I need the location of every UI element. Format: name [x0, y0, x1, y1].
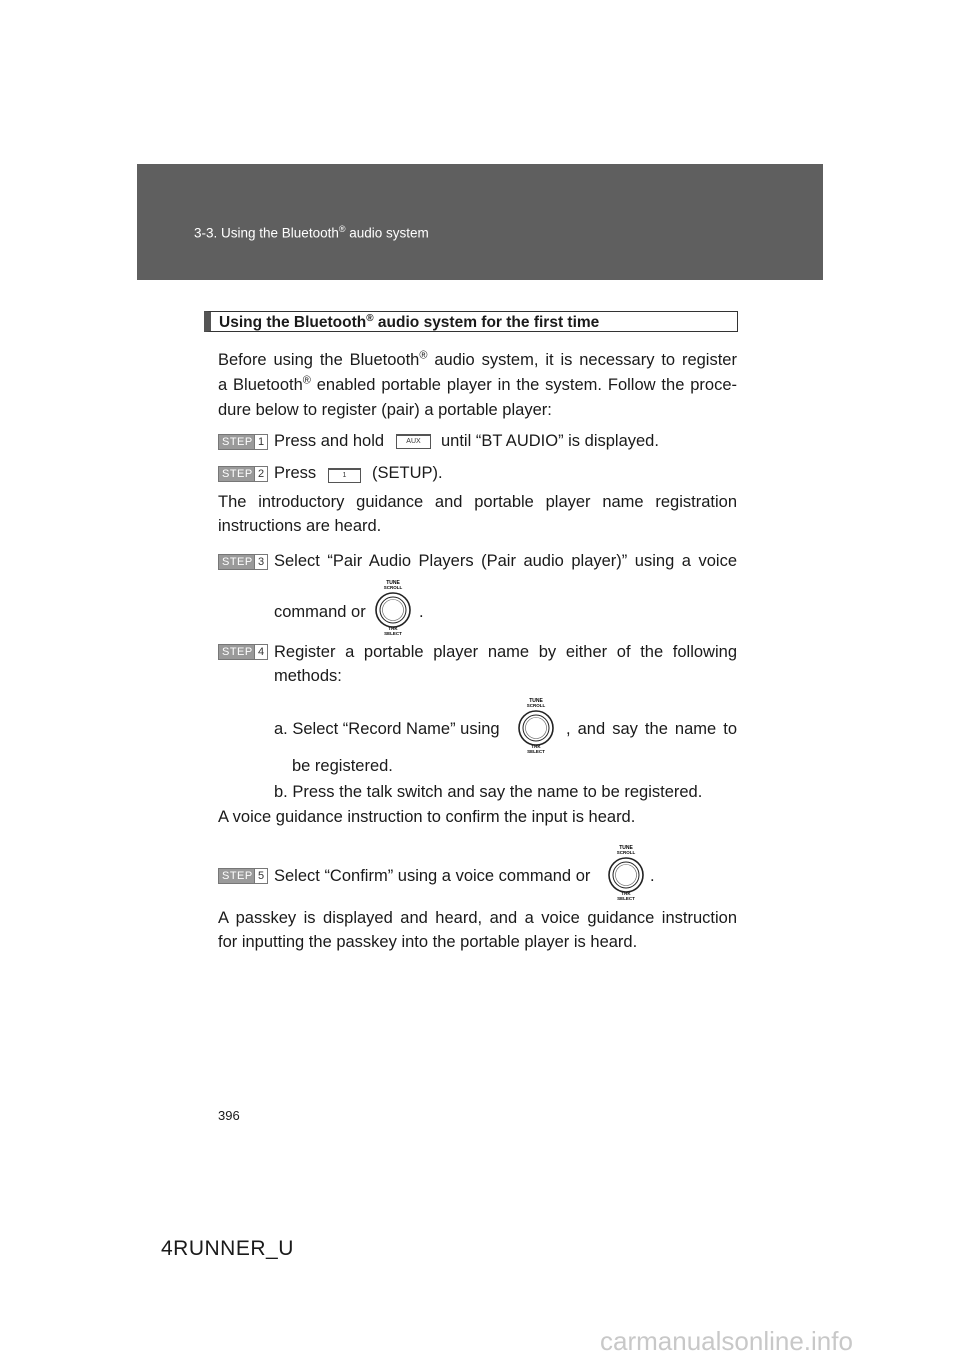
step-5-result-line-2: for inputting the passkey into the portable player is heard. [218, 933, 638, 951]
preset-1-button-icon: 1 [328, 468, 361, 483]
section-heading: Using the Bluetooth® audio system for the first time [219, 313, 600, 332]
svg-text:SELECT: SELECT [384, 631, 402, 636]
footer-document-code: 4RUNNER_U [161, 1237, 294, 1260]
step-4-badge: STEP 4 [218, 644, 268, 660]
step-1-text-post: until “BT AUDIO” is displayed. [441, 432, 659, 450]
intro-line-2: a Bluetooth® enabled portable player in the system. Follow the proce- [218, 374, 738, 394]
step-4-line-2: methods: [274, 667, 342, 685]
step-2-result-line-2: instructions are heard. [218, 517, 382, 535]
step-3-badge: STEP 3 [218, 554, 268, 570]
tune-select-knob-icon [367, 578, 419, 636]
svg-text:TRK: TRK [388, 626, 398, 631]
step-4-result: A voice guidance instruction to confirm the input is heard. [218, 808, 636, 826]
method-a-pre: a. Select “Record Name” using [274, 720, 500, 738]
aux-button-icon: AUX [396, 434, 431, 449]
step-1-text-pre: Press and hold [274, 432, 385, 450]
method-a-continuation: be registered. [292, 757, 393, 775]
step-1-badge: STEP 1 [218, 434, 268, 450]
section-heading-box [204, 311, 738, 332]
svg-text:SELECT: SELECT [617, 896, 635, 901]
step-5-result-line-1: A passkey is displayed and heard, and a voice guidance instruction [218, 909, 737, 927]
method-a-post: , and say the name to [566, 720, 737, 738]
intro-line-1: Before using the Bluetooth® audio system, it is necessary to register [218, 349, 737, 369]
step-3-line-1: Select “Pair Audio Players (Pair audio player)” using a voice [274, 552, 737, 570]
svg-text:TRK: TRK [531, 744, 541, 749]
page-number: 396 [218, 1108, 240, 1123]
tune-select-knob-icon [600, 843, 652, 901]
chapter-header-title: 3-3. Using the Bluetooth® audio system [194, 224, 429, 241]
svg-text:SCROLL: SCROLL [526, 703, 546, 708]
step-2-result-line-1: The introductory guidance and portable player name registration [218, 493, 737, 511]
watermark: carmanualsonline.info [600, 1326, 853, 1356]
svg-text:SCROLL: SCROLL [616, 850, 636, 855]
svg-text:TUNE: TUNE [619, 845, 633, 851]
step-5-text-pre: Select “Confirm” using a voice command or [274, 867, 591, 885]
method-b: b. Press the talk switch and say the name to be registered. [274, 783, 703, 801]
svg-text:TUNE: TUNE [529, 698, 543, 704]
step-5-text-post: . [650, 867, 655, 885]
step-2-text-pre: Press [274, 464, 317, 482]
svg-text:SCROLL: SCROLL [383, 585, 403, 590]
svg-text:TUNE: TUNE [386, 580, 400, 586]
step-3-line-2-post: . [419, 603, 424, 621]
svg-text:TRK: TRK [621, 891, 631, 896]
step-5-badge: STEP 5 [218, 868, 268, 884]
tune-select-knob-icon [510, 696, 562, 754]
svg-text:SELECT: SELECT [527, 749, 545, 754]
step-2-badge: STEP 2 [218, 466, 268, 482]
chapter-header-band [137, 164, 823, 280]
step-2-text-post: (SETUP). [372, 464, 443, 482]
step-3-line-2-pre: command or [274, 603, 366, 621]
step-4-line-1: Register a portable player name by either of the following [274, 643, 737, 661]
intro-line-3: dure below to register (pair) a portable player: [218, 401, 552, 419]
